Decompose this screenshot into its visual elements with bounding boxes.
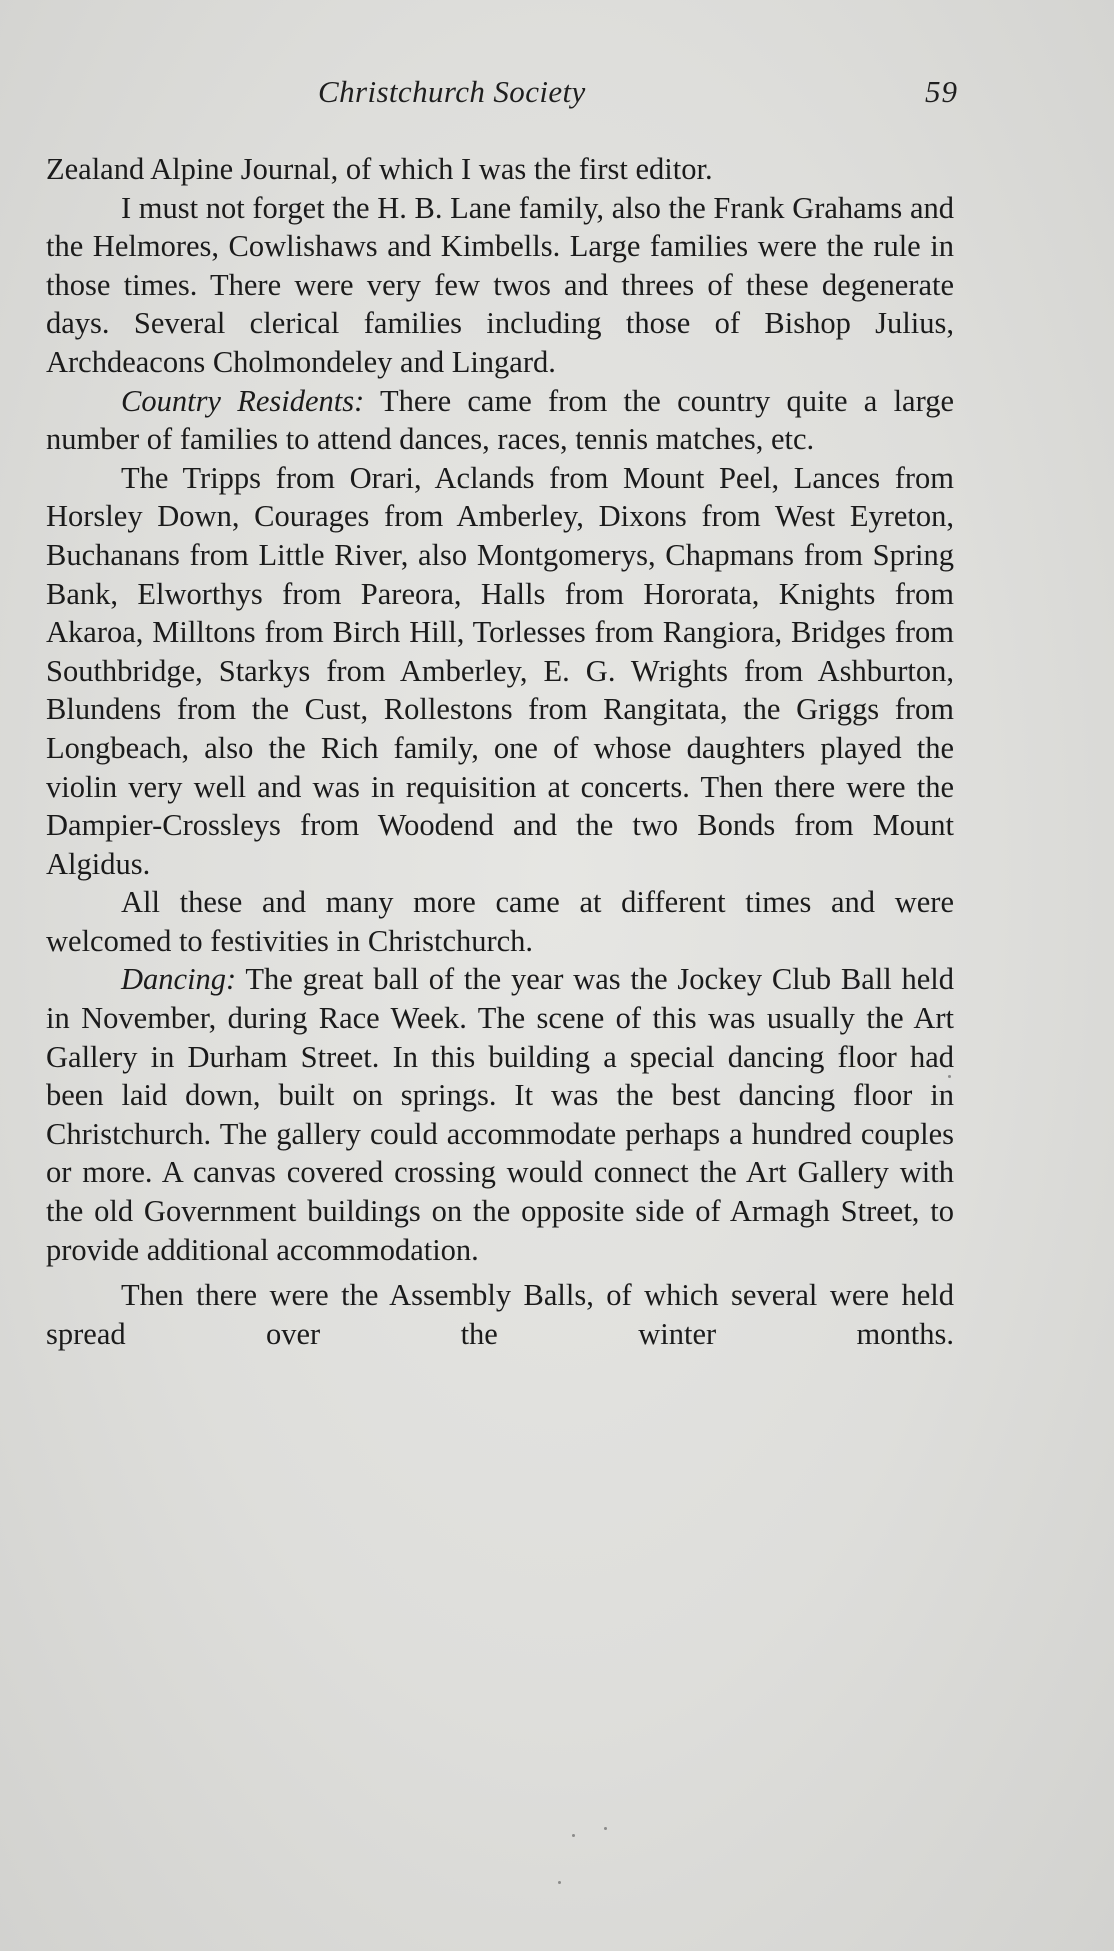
section-lead-country-residents: Country Residents:	[121, 383, 365, 418]
paragraph-country-residents	[46, 382, 954, 459]
paragraph-text: All these and many more came at different times and were welcomed to festivities in Christchurch.	[46, 885, 954, 958]
paper-speck	[948, 1075, 951, 1078]
paragraph-text: There came from the country quite a large number of families to attend dances, races, tennis matches, etc.	[46, 383, 954, 457]
paragraph-text: Then there were the Assembly Balls, of which several were held spread over the winter months.	[46, 1278, 954, 1351]
paragraph-family-list	[46, 459, 954, 884]
page-number: 59	[925, 74, 958, 109]
running-head	[48, 74, 958, 118]
paragraph-welcomed	[46, 883, 954, 960]
paragraph-assembly-balls	[46, 1276, 954, 1353]
paragraph-text: Zealand Alpine Journal, of which I was the first editor.	[46, 152, 713, 186]
paper-speck	[572, 1834, 575, 1837]
body-text	[46, 150, 954, 1353]
paragraph-text: I must not forget the H. B. Lane family, also the Frank Grahams and the Helmores, Cowlishaws and Kimbells. Large families were the rule in those times. There were very few twos and threes of these degenerate days. Several clerical families including those of Bishop Julius, Archdeacons Cholmondeley and Lingard.	[46, 190, 954, 379]
paragraph-dancing	[46, 960, 954, 1269]
running-title: Christchurch Society	[318, 74, 586, 109]
section-lead-dancing: Dancing:	[121, 962, 237, 997]
paragraph-families	[46, 189, 954, 382]
paragraph-text: The great ball of the year was the Jockey Club Ball held in November, during Race Week. The scene of this was usually the Art Gallery in Durham Street. In this building a special dancing floor had been laid down, built on springs. It was the best dancing floor in Christchurch. The gallery could accommodate perhaps a hundred couples or more. A canvas covered crossing would connect the Art Gallery with the old Government buildings on the opposite side of Armagh Street, to provide additional accommodation.	[46, 962, 954, 1267]
paragraph-text: The Tripps from Orari, Aclands from Mount Peel, Lances from Horsley Down, Courages from Amberley, Dixons from West Eyreton, Buchanans from Little River, also Montgomerys, Chapmans from Spring Bank, Elworthys from Pareora, Halls from Hororata, Knights from Akaroa, Milltons from Birch Hill, Torlesses from Rangiora, Bridges from Southbridge, Starkys from Amberley, E. G. Wrights from Ashburton, Blundens from the Cust, Rollestons from Rangitata, the Griggs from Longbeach, also the Rich family, one of whose daughters played the violin very well and was in requisition at concerts. Then there were the Dampier-Crossleys from Woodend and the two Bonds from Mount Algidus.	[46, 460, 954, 881]
paper-speck	[558, 1881, 561, 1884]
paragraph-continuation	[46, 150, 954, 189]
paper-speck	[604, 1827, 607, 1830]
